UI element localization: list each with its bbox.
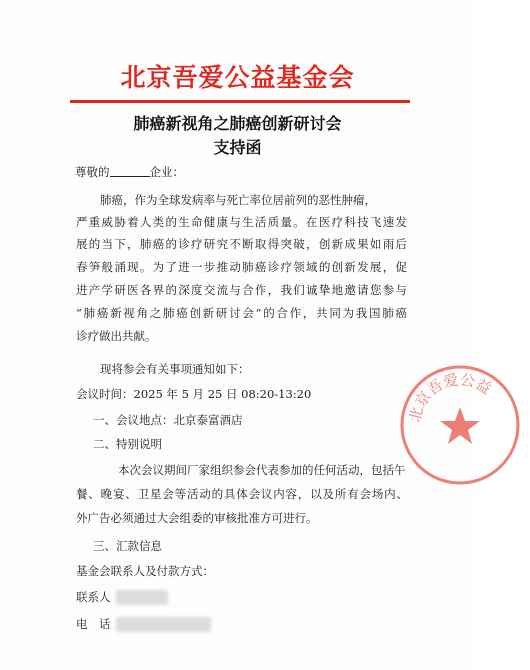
salutation-suffix: 企业：	[149, 165, 184, 179]
paragraph-line: 展的当下，肺癌的诊疗研究不断取得突破，创新成果如雨后	[76, 237, 407, 251]
blank-underline	[110, 166, 150, 177]
section-special-notes: 二、特别说明	[93, 437, 162, 451]
paragraph-line: 严重威胁着人类的生命健康与生活质量。在医疗科技飞速发	[76, 215, 407, 229]
paragraph-line: 餐、晚宴、卫星会等活动的具体会议内容，以及所有会场内、	[76, 487, 408, 501]
redacted-contact-name	[116, 590, 168, 605]
section-remittance: 三、汇款信息	[93, 539, 162, 553]
official-seal-stamp	[390, 355, 530, 495]
contact-label: 联系人	[76, 590, 111, 604]
paragraph-line: 本次会议期间厂家组织参会代表参加的任何活动，包括午	[118, 463, 406, 477]
redacted-phone-number	[116, 617, 211, 632]
salutation-prefix: 尊敬的	[75, 165, 110, 179]
seal-star-icon	[440, 407, 480, 444]
document-title: 肺癌新视角之肺癌创新研讨会	[133, 114, 342, 133]
paragraph-line: 外广告必须通过大会组委的审核批准方可进行。	[76, 511, 318, 525]
contact-intro: 基金会联系人及付款方式：	[76, 564, 214, 578]
paragraph-line: “肺癌新视角之肺癌创新研讨会”的合作，共同为我国肺癌	[76, 306, 407, 320]
salutation	[75, 165, 184, 179]
meeting-time: 会议时间：2025 年 5 月 25 日 08:20-13:20	[76, 387, 312, 401]
paragraph-line: 肺癌，作为全球发病率与死亡率位居前列的恶性肿瘤，	[100, 193, 376, 207]
org-name-header: 北京吾爱公益基金会	[120, 63, 355, 92]
paragraph-line: 春笋般涌现。为了进一步推动肺癌诊疗领域的创新发展，促	[76, 260, 407, 274]
paragraph-line: 诊疗做出共献。	[76, 329, 157, 343]
document-subtitle: 支持函	[213, 138, 262, 157]
seal-text: 北京吾爱公益	[405, 370, 495, 424]
section-venue: 一、会议地点：北京泰富酒店	[93, 413, 243, 427]
notice-line: 现将参会有关事项通知如下：	[100, 362, 250, 376]
paragraph-line: 进产学研医各界的深度交流与合作，我们诚挚地邀请您参与	[76, 283, 407, 297]
header-divider	[70, 100, 410, 103]
phone-label: 电 话	[76, 617, 111, 631]
svg-text:北京吾爱公益	[406, 371, 495, 424]
